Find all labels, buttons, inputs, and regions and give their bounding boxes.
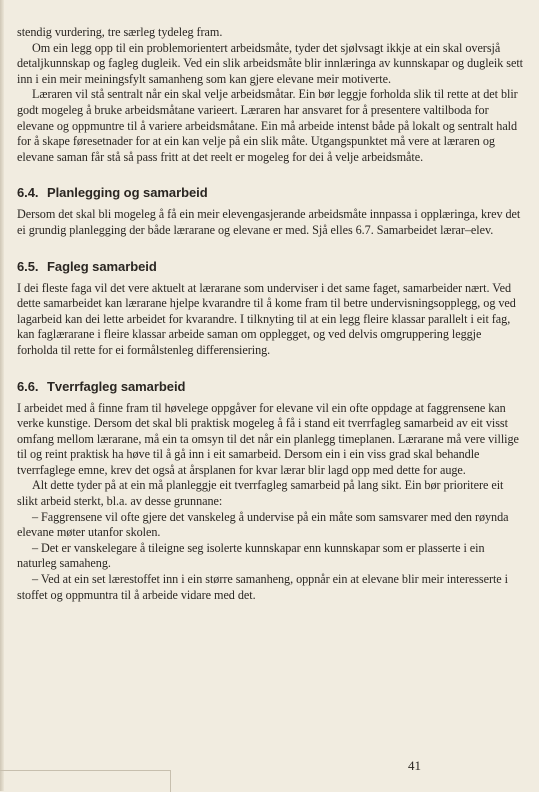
section-title: Planlegging og samarbeid xyxy=(47,185,208,201)
paragraph: Alt dette tyder på at ein må planleggje eit tverrfagleg samarbeid på lang sikt. Ein bør prioritere eit slikt arbeid sterkt, bl.a. av desse grunnane: xyxy=(17,478,504,509)
paragraph: Om ein legg opp til ein problemorientert arbeidsmåte, tyder det sjølvsagt ikkje at ein skal oversjå detaljkunnskap og fagleg dugleik. Ved ein slik arbeidsmåte blir innlæringa av kunnskapar og dugleik sett inn i ein meir meiningsfylt samanheng som kan gjere elevane meir motiverte. xyxy=(17,40,524,86)
section-heading-6-6 xyxy=(17,379,525,395)
paragraph-continued: stendig vurdering, tre særleg tydeleg fram. xyxy=(17,25,223,39)
page-binding-shadow xyxy=(0,0,4,791)
paragraph: Læraren vil stå sentralt når ein skal velje arbeidsmåtar. Ein bør leggje forholda slik til rette at det blir godt mogeleg å bruke arbeidsmåtane varieert. Læraren har ansvaret for å presentere valtilboda for elevane og oppmuntre til å variere arbeidsmåtane. Ein må arbeide intenst både på lokalt og sentralt hald for å skape føresetnader for at ein kan velje på ein slik måte. Utgangspunktet må vere at læraren og elevane saman får stå så pass fritt at det reelt er mogeleg for dei å velje arbeidsmåte. xyxy=(17,87,518,164)
section-number: 6.4. xyxy=(17,185,39,201)
paragraph: I dei fleste faga vil det vere aktuelt at lærarane som underviser i det same faget, samarbeider nært. Ved dette samarbeidet kan lærarane hjelpe kvarandre til å kome fram til betre undervisningsopplegg, og ved lagarbeid kan dei lette arbeidet for kvarandre. I tilknyting til at ein legg fleire klassar parallelt i eit fag, kan faglærarane i fleire klassar arbeide saman om opplegget, og ved delvis omgruppering leggje forholda til rette for ei formålstenleg differensiering. xyxy=(17,280,516,357)
list-item: – Det er vanskelegare å tileigne seg isolerte kunnskapar enn kunnskapar som er plasserte i ein naturleg samaheng. xyxy=(17,540,485,571)
page-body xyxy=(17,25,525,603)
scan-edge-mark xyxy=(0,770,171,792)
section-title: Fagleg samarbeid xyxy=(47,258,157,274)
list-item: – Faggrensene vil ofte gjere det vanskeleg å undervise på ein måte som samsvarer med den røynda elevane møter utanfor skolen. xyxy=(17,509,509,540)
page-number: 41 xyxy=(408,758,421,773)
section-number: 6.5. xyxy=(17,258,39,274)
section-number: 6.6. xyxy=(17,378,39,394)
paragraph: I arbeidet med å finne fram til høvelege oppgåver for elevane vil ein ofte oppdage at faggrensene kan verke kunstige. Dersom det skal bli praktisk mogeleg å få i stand eit tverrfagleg samarbeid av eit visst omfang mellom lærarane, må ein ta omsyn til det når ein planlegg timeplanen. Lærarane må vere villige til og reint praktisk ha høve til å gå inn i eit samarbeid. Dersom ein i ein viss grad skal behandle tverrfaglege emne, krev det også at årsplanen for kvar lærar blir lagd opp med dette for auge. xyxy=(17,400,519,477)
section-title: Tverrfagleg samarbeid xyxy=(47,378,186,394)
paragraph: Dersom det skal bli mogeleg å få ein meir elevengasjerande arbeidsmåte innpassa i opplæringa, krev det ei grundig planlegging der både lærarane og elevane er med. Sjå elles 6.7. Samarbeidet lærar–elev. xyxy=(17,207,521,237)
section-heading-6-5 xyxy=(17,259,525,275)
section-heading-6-4 xyxy=(17,185,525,201)
list-item: – Ved at ein set lærestoffet inn i ein større samanheng, oppnår ein at elevane blir meir interesserte i stoffet og oppmuntra til å arbeide vidare med det. xyxy=(17,572,508,602)
